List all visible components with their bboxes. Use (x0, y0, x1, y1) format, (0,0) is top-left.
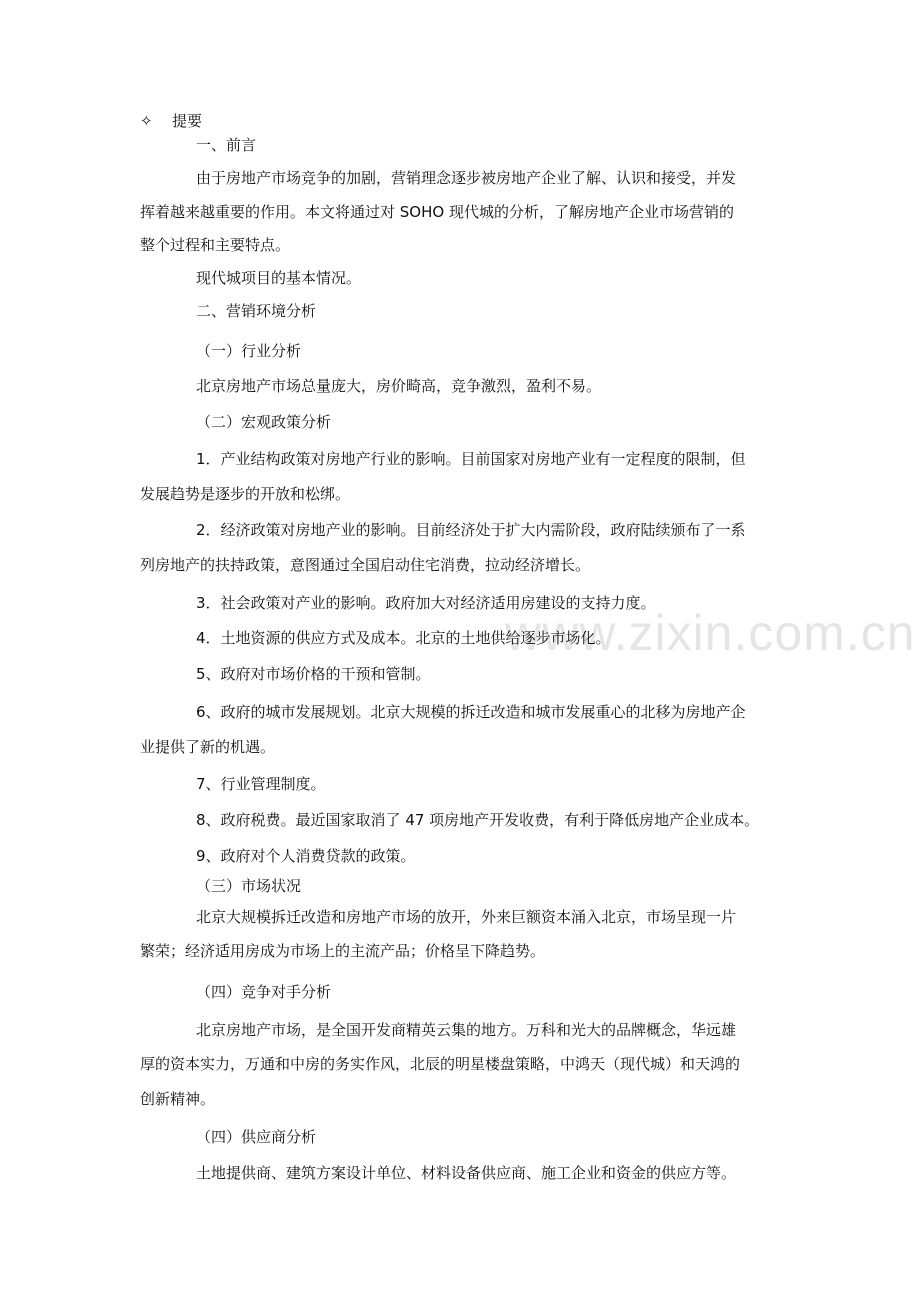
heading-text: 提要 (172, 112, 203, 130)
section-title: 二、营销环境分析 (196, 302, 317, 320)
subsection-title: （四）竞争对手分析 (196, 983, 332, 1001)
paragraph-line: 列房地产的扶持政策，意图通过全国启动住宅消费，拉动经济增长。 (140, 556, 591, 574)
paragraph-line: 2．经济政策对房地产业的影响。目前经济处于扩大内需阶段，政府陆续颁布了一系 (196, 521, 746, 539)
section-title: 一、前言 (196, 136, 257, 154)
paragraph-line: 北京大规模拆迁改造和房地产市场的放开，外来巨额资本涌入北京，市场呈现一片 (196, 908, 737, 926)
subsection-title: （四）供应商分析 (196, 1128, 317, 1146)
paragraph-line: 北京房地产市场，是全国开发商精英云集的地方。万科和光大的品牌概念，华远雄 (196, 1021, 737, 1039)
paragraph-line: 业提供了新的机遇。 (140, 738, 276, 756)
summary-heading (140, 111, 202, 131)
paragraph-line: 创新精神。 (140, 1090, 216, 1108)
paragraph-line: 土地提供商、建筑方案设计单位、材料设备供应商、施工企业和资金的供应方等。 (196, 1164, 737, 1182)
paragraph-line: 8、政府税费。最近国家取消了 47 项房地产开发收费，有利于降低房地产企业成本。 (196, 811, 760, 829)
paragraph-line: 3．社会政策对产业的影响。政府加大对经济适用房建设的支持力度。 (196, 594, 656, 612)
subsection-title: （三）市场状况 (196, 877, 302, 895)
paragraph-line: 4．土地资源的供应方式及成本。北京的土地供给逐步市场化。 (196, 629, 611, 647)
paragraph-line: 现代城项目的基本情况。 (196, 269, 362, 287)
paragraph-line: 繁荣；经济适用房成为市场上的主流产品；价格呈下降趋势。 (140, 942, 546, 960)
subsection-title: （二）宏观政策分析 (196, 413, 332, 431)
paragraph-line: 6、政府的城市发展规划。北京大规模的拆迁改造和城市发展重心的北移为房地产企 (196, 703, 746, 721)
paragraph-line: 9、政府对个人消费贷款的政策。 (196, 847, 416, 865)
diamond-bullet-icon: ✧ (140, 112, 153, 130)
paragraph-line: 由于房地产市场竞争的加剧，营销理念逐步被房地产企业了解、认识和接受，并发 (196, 169, 737, 187)
watermark: www.zixin.com.cn (505, 605, 916, 661)
paragraph-line: 7、行业管理制度。 (196, 775, 326, 793)
paragraph-line: 整个过程和主要特点。 (140, 236, 291, 254)
paragraph-line: 北京房地产市场总量庞大，房价畸高，竞争激烈，盈利不易。 (196, 377, 602, 395)
paragraph-line: 挥着越来越重要的作用。本文将通过对 SOHO 现代城的分析，了解房地产企业市场营销的 (140, 203, 734, 221)
paragraph-line: 5、政府对市场价格的干预和管制。 (196, 665, 431, 683)
paragraph-line: 发展趋势是逐步的开放和松绑。 (140, 485, 351, 503)
subsection-title: （一）行业分析 (196, 342, 302, 360)
paragraph-line: 1．产业结构政策对房地产行业的影响。目前国家对房地产业有一定程度的限制，但 (196, 450, 746, 468)
paragraph-line: 厚的资本实力，万通和中房的务实作风，北辰的明星楼盘策略，中鸿天（现代城）和天鸿的 (140, 1055, 741, 1073)
